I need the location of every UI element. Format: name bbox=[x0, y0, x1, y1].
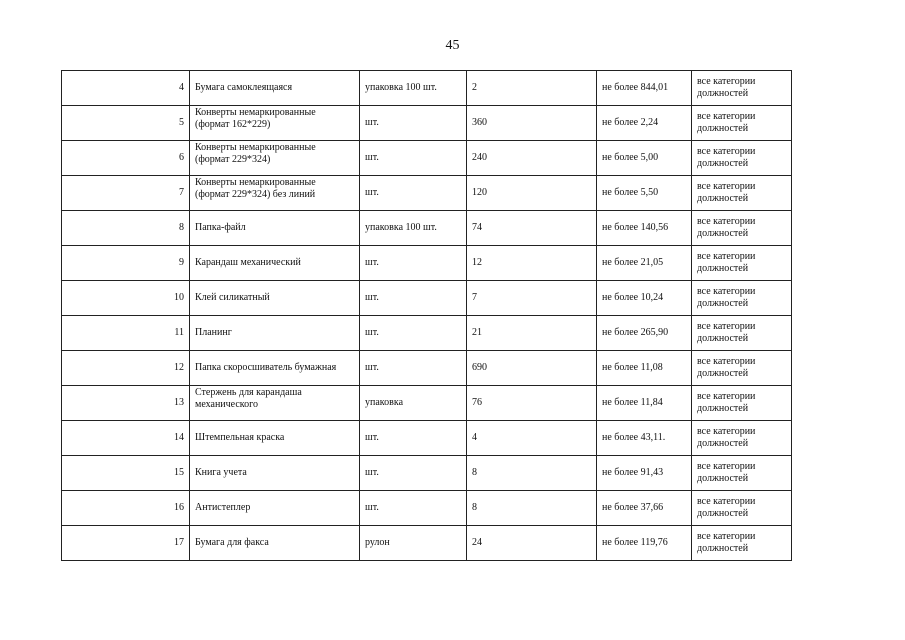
unit-cell: упаковка 100 шт. bbox=[360, 71, 467, 106]
quantity-cell: 360 bbox=[467, 106, 597, 141]
quantity-cell: 8 bbox=[467, 491, 597, 526]
table-row bbox=[62, 281, 792, 316]
category-line: все категории bbox=[697, 146, 756, 157]
table-row bbox=[62, 71, 792, 106]
table-body bbox=[62, 71, 792, 561]
category-cell bbox=[692, 281, 792, 316]
table-row bbox=[62, 211, 792, 246]
item-name-cell bbox=[190, 456, 360, 491]
price-cell: не более 21,05 bbox=[597, 246, 692, 281]
item-name-line: (формат 162*229) bbox=[195, 119, 271, 130]
table-row bbox=[62, 351, 792, 386]
quantity-cell: 240 bbox=[467, 141, 597, 176]
category-line: должностей bbox=[697, 158, 749, 169]
category-cell bbox=[692, 491, 792, 526]
item-name-line: Конверты немаркированные bbox=[195, 177, 316, 188]
table-row bbox=[62, 316, 792, 351]
price-cell: не более 265,90 bbox=[597, 316, 692, 351]
category-cell bbox=[692, 246, 792, 281]
item-name-line: Конверты немаркированные bbox=[195, 107, 316, 118]
category-line: должностей bbox=[697, 228, 749, 239]
page-number: 45 bbox=[445, 38, 460, 53]
unit-cell: шт. bbox=[360, 456, 467, 491]
category-cell bbox=[692, 351, 792, 386]
category-line: должностей bbox=[697, 123, 749, 134]
price-cell: не более 844,01 bbox=[597, 71, 692, 106]
quantity-cell: 12 bbox=[467, 246, 597, 281]
category-line: должностей bbox=[697, 508, 749, 519]
price-cell: не более 10,24 bbox=[597, 281, 692, 316]
item-name-line: Антистеплер bbox=[195, 502, 251, 513]
item-name-line: Клей силикатный bbox=[195, 292, 270, 303]
quantity-cell: 690 bbox=[467, 351, 597, 386]
unit-cell: упаковка 100 шт. bbox=[360, 211, 467, 246]
quantity-cell: 24 bbox=[467, 526, 597, 561]
category-cell bbox=[692, 526, 792, 561]
unit-cell: шт. bbox=[360, 281, 467, 316]
category-line: все категории bbox=[697, 531, 756, 542]
unit-cell: шт. bbox=[360, 106, 467, 141]
unit-cell: шт. bbox=[360, 316, 467, 351]
row-number-cell: 10 bbox=[62, 281, 190, 316]
unit-cell: шт. bbox=[360, 421, 467, 456]
table-row bbox=[62, 246, 792, 281]
item-name-cell bbox=[190, 491, 360, 526]
category-line: должностей bbox=[697, 333, 749, 344]
category-cell bbox=[692, 106, 792, 141]
table-row bbox=[62, 491, 792, 526]
category-line: все категории bbox=[697, 321, 756, 332]
category-line: должностей bbox=[697, 193, 749, 204]
category-line: все категории bbox=[697, 251, 756, 262]
category-line: должностей bbox=[697, 263, 749, 274]
item-name-line: Книга учета bbox=[195, 467, 247, 478]
category-cell bbox=[692, 316, 792, 351]
item-name-cell bbox=[190, 71, 360, 106]
item-name-line: Планинг bbox=[195, 327, 232, 338]
row-number-cell: 6 bbox=[62, 141, 190, 176]
category-cell bbox=[692, 71, 792, 106]
unit-cell: шт. bbox=[360, 176, 467, 211]
category-line: должностей bbox=[697, 438, 749, 449]
category-cell bbox=[692, 176, 792, 211]
row-number-cell: 8 bbox=[62, 211, 190, 246]
item-name-line: Папка-файл bbox=[195, 222, 246, 233]
item-name-cell bbox=[190, 351, 360, 386]
category-cell bbox=[692, 456, 792, 491]
item-name-line: Конверты немаркированные bbox=[195, 142, 316, 153]
category-line: все категории bbox=[697, 111, 756, 122]
item-name-line: Стержень для карандаша bbox=[195, 387, 302, 398]
category-line: все категории bbox=[697, 426, 756, 437]
row-number-cell: 4 bbox=[62, 71, 190, 106]
category-line: все категории bbox=[697, 216, 756, 227]
unit-cell: шт. bbox=[360, 141, 467, 176]
price-cell: не более 2,24 bbox=[597, 106, 692, 141]
category-line: все категории bbox=[697, 461, 756, 472]
unit-cell: шт. bbox=[360, 351, 467, 386]
category-line: все категории bbox=[697, 286, 756, 297]
item-name-cell bbox=[190, 421, 360, 456]
category-cell bbox=[692, 211, 792, 246]
unit-cell: упаковка bbox=[360, 386, 467, 421]
row-number-cell: 12 bbox=[62, 351, 190, 386]
items-table bbox=[61, 70, 792, 561]
item-name-cell bbox=[190, 106, 360, 141]
category-line: должностей bbox=[697, 473, 749, 484]
item-name-line: Карандаш механический bbox=[195, 257, 301, 268]
table-row bbox=[62, 386, 792, 421]
price-cell: не более 91,43 bbox=[597, 456, 692, 491]
category-line: должностей bbox=[697, 403, 749, 414]
table-row bbox=[62, 456, 792, 491]
row-number-cell: 7 bbox=[62, 176, 190, 211]
price-cell: не более 140,56 bbox=[597, 211, 692, 246]
unit-cell: шт. bbox=[360, 246, 467, 281]
quantity-cell: 7 bbox=[467, 281, 597, 316]
price-cell: не более 11,08 bbox=[597, 351, 692, 386]
item-name-line: (формат 229*324) без линий bbox=[195, 189, 316, 200]
price-cell: не более 43,11. bbox=[597, 421, 692, 456]
row-number-cell: 17 bbox=[62, 526, 190, 561]
row-number-cell: 13 bbox=[62, 386, 190, 421]
row-number-cell: 11 bbox=[62, 316, 190, 351]
category-line: все категории bbox=[697, 356, 756, 367]
price-cell: не более 5,00 bbox=[597, 141, 692, 176]
row-number-cell: 15 bbox=[62, 456, 190, 491]
unit-cell: рулон bbox=[360, 526, 467, 561]
quantity-cell: 74 bbox=[467, 211, 597, 246]
row-number-cell: 14 bbox=[62, 421, 190, 456]
table-row bbox=[62, 141, 792, 176]
table-row bbox=[62, 106, 792, 141]
item-name-cell bbox=[190, 176, 360, 211]
item-name-line: механического bbox=[195, 399, 259, 410]
table-row bbox=[62, 176, 792, 211]
price-cell: не более 11,84 bbox=[597, 386, 692, 421]
category-line: должностей bbox=[697, 543, 749, 554]
row-number-cell: 9 bbox=[62, 246, 190, 281]
item-name-line: (формат 229*324) bbox=[195, 154, 271, 165]
quantity-cell: 8 bbox=[467, 456, 597, 491]
item-name-cell bbox=[190, 141, 360, 176]
category-cell bbox=[692, 386, 792, 421]
table-row bbox=[62, 421, 792, 456]
category-line: должностей bbox=[697, 88, 749, 99]
category-line: все категории bbox=[697, 76, 756, 87]
item-name-line: Папка скоросшиватель бумажная bbox=[195, 362, 337, 373]
quantity-cell: 2 bbox=[467, 71, 597, 106]
item-name-line: Бумага самоклеящаяся bbox=[195, 82, 293, 93]
category-line: все категории bbox=[697, 391, 756, 402]
item-name-cell bbox=[190, 281, 360, 316]
item-name-cell bbox=[190, 316, 360, 351]
row-number-cell: 16 bbox=[62, 491, 190, 526]
quantity-cell: 4 bbox=[467, 421, 597, 456]
quantity-cell: 21 bbox=[467, 316, 597, 351]
price-cell: не более 37,66 bbox=[597, 491, 692, 526]
category-line: все категории bbox=[697, 181, 756, 192]
category-line: все категории bbox=[697, 496, 756, 507]
category-line: должностей bbox=[697, 368, 749, 379]
item-name-line: Бумага для факса bbox=[195, 537, 269, 548]
quantity-cell: 76 bbox=[467, 386, 597, 421]
category-line: должностей bbox=[697, 298, 749, 309]
unit-cell: шт. bbox=[360, 491, 467, 526]
price-cell: не более 119,76 bbox=[597, 526, 692, 561]
item-name-cell bbox=[190, 526, 360, 561]
category-cell bbox=[692, 141, 792, 176]
price-cell: не более 5,50 bbox=[597, 176, 692, 211]
item-name-cell bbox=[190, 211, 360, 246]
category-cell bbox=[692, 421, 792, 456]
item-name-cell bbox=[190, 246, 360, 281]
item-name-line: Штемпельная краска bbox=[195, 432, 285, 443]
row-number-cell: 5 bbox=[62, 106, 190, 141]
item-name-cell bbox=[190, 386, 360, 421]
table-row bbox=[62, 526, 792, 561]
quantity-cell: 120 bbox=[467, 176, 597, 211]
